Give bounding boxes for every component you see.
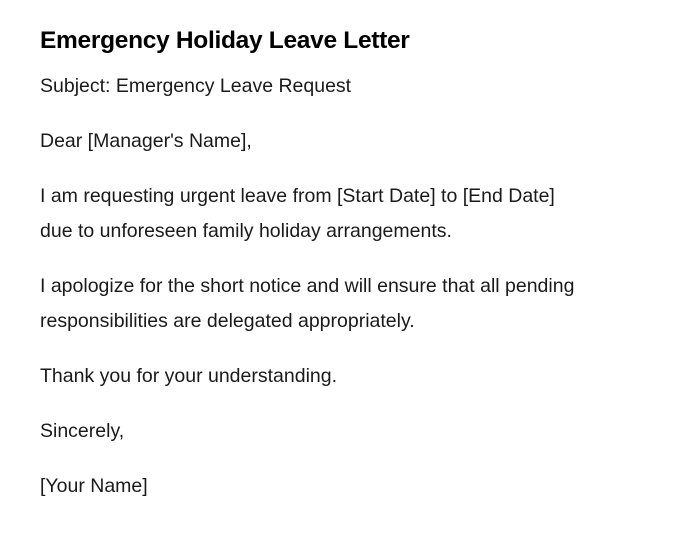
letter-closing: Sincerely, (40, 420, 125, 442)
paragraph-line: I apologize for the short notice and will ensure that all pending (40, 275, 575, 297)
letter-salutation: Dear [Manager's Name], (40, 130, 252, 152)
letter-subject: Subject: Emergency Leave Request (40, 75, 352, 97)
letter-paragraph-apology (40, 269, 660, 339)
letter-title: Emergency Holiday Leave Letter (40, 27, 410, 54)
letter-thanks: Thank you for your understanding. (40, 365, 338, 387)
letter-paragraph-request (40, 179, 660, 249)
letter-signature: [Your Name] (40, 475, 148, 497)
paragraph-line: responsibilities are delegated appropriately. (40, 310, 415, 332)
paragraph-line: due to unforeseen family holiday arrangements. (40, 220, 452, 242)
paragraph-line: I am requesting urgent leave from [Start Date] to [End Date] (40, 185, 555, 207)
